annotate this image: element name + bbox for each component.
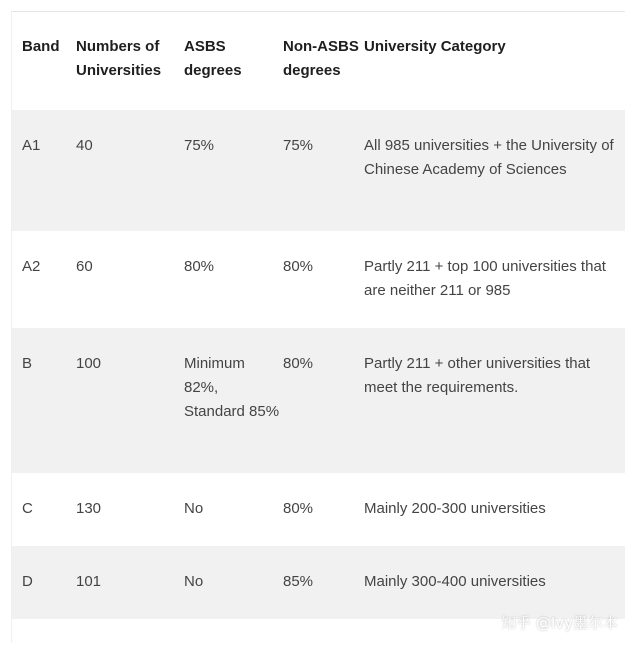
cell-band: A1 [22, 137, 41, 154]
cell-band: B [22, 355, 33, 372]
cell-asbs: No [184, 500, 204, 517]
header-numbers: Numbers of Universities [76, 38, 162, 79]
cell-numbers: 60 [76, 258, 93, 275]
watermark-text: 知乎 @Ivy墨尔本 [501, 614, 618, 632]
cell-band: D [22, 573, 33, 590]
cell-asbs: No [184, 573, 204, 590]
table-row [12, 110, 625, 231]
cell-numbers: 130 [76, 500, 102, 517]
header-category: University Category [364, 38, 506, 55]
cell-non-asbs: 80% [283, 258, 314, 275]
cell-asbs: 80% [184, 258, 215, 275]
header-asbs: ASBS degrees [184, 38, 242, 79]
cell-category: Mainly 200-300 universities [364, 500, 546, 517]
table-row [12, 328, 625, 473]
cell-numbers: 101 [76, 573, 102, 590]
university-band-table-container [11, 11, 625, 643]
cell-category: Partly 211 + top 100 universities that are neither 211 or 985 [364, 258, 606, 299]
header-non-asbs: Non-ASBS degrees [283, 38, 359, 79]
table-row [12, 231, 625, 328]
cell-non-asbs: 85% [283, 573, 314, 590]
cell-category: Mainly 300-400 universities [364, 573, 546, 590]
cell-category: All 985 universities + the University of Chinese Academy of Sciences [364, 137, 614, 178]
cell-asbs: 75% [184, 137, 215, 154]
table-header-row [12, 12, 625, 110]
header-band: Band [22, 38, 60, 55]
cell-category: Partly 211 + other universities that meet the requirements. [364, 355, 591, 396]
table-row [12, 473, 625, 546]
cell-band: C [22, 500, 33, 517]
cell-numbers: 100 [76, 355, 102, 372]
cell-band: A2 [22, 258, 41, 275]
table-row [12, 546, 625, 619]
cell-numbers: 40 [76, 137, 93, 154]
university-band-table [12, 12, 625, 619]
cell-non-asbs: 80% [283, 500, 314, 517]
cell-asbs: Minimum 82%, Standard 85% [184, 355, 280, 420]
cell-non-asbs: 80% [283, 355, 314, 372]
cell-non-asbs: 75% [283, 137, 314, 154]
